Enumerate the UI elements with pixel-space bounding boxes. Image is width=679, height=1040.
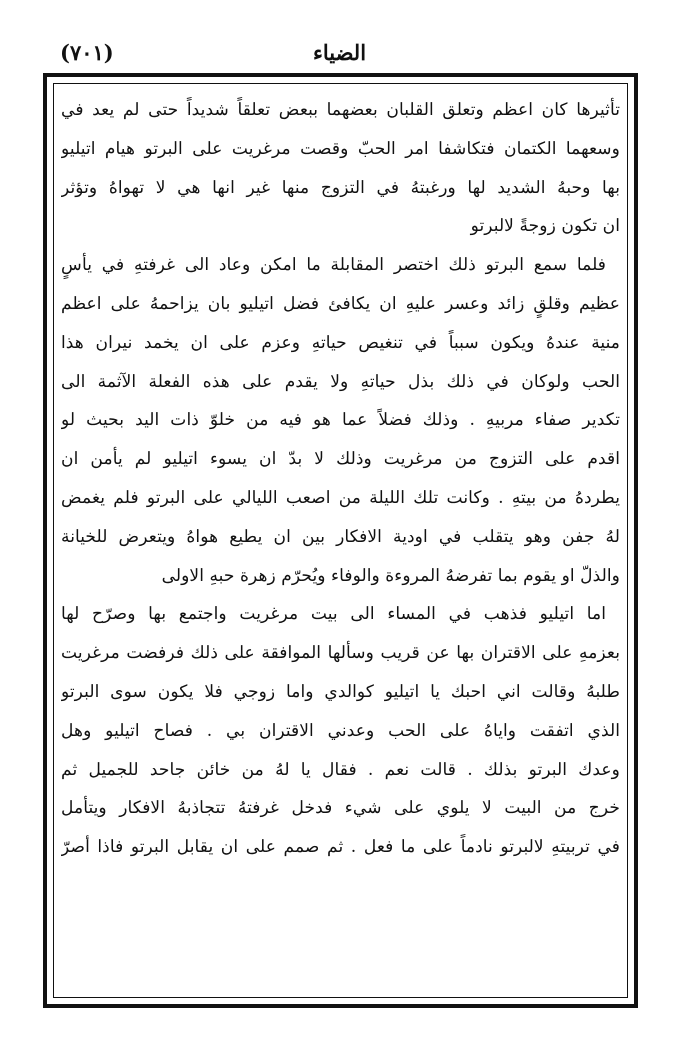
text-line: الذي اتفقت واياهُ على الحب وعدني الاقتران بي . فصاح اتيليو وهل — [61, 720, 620, 741]
text-line: وسعهما الكتمان فتكاشفا امر الحبّ وقصت مرغريت على البرتو هيام اتيليو — [61, 138, 620, 159]
text-line: بعزمهِ على الاقتران بها عن قريب وسألها الموافقة على ذلك فرفضت مرغريت — [61, 643, 620, 664]
paragraph-start-line: فلما سمع البرتو ذلك اختصر المقابلة ما امكن وعاد الى غرفتهِ في يأسٍ — [61, 255, 606, 276]
text-line: اقدم على التزوج من مرغريت وذلك لا بدّ ان يسوء اتيليو لم يأمن ان — [61, 449, 620, 470]
text-line: يطردهُ من بيتهِ . وكانت تلك الليلة من اصعب الليالي على البرتو فلم يغمض — [61, 487, 620, 508]
text-line: في تربيتهِ لالبرتو نادماً على ما فعل . ثم صمم على ان يقابل البرتو فاذا أصرّ — [61, 837, 620, 858]
text-line: بها وحبهُ الشديد لها ورغبتهُ في التزوج منها غير انها هي لا تهواهُ وتؤثر — [61, 177, 620, 198]
body-text — [61, 91, 620, 867]
text-line: ان تكون زوجةً لالبرتو — [470, 216, 620, 237]
text-line: الحب ولوكان في ذلك بذل حياتهِ ولا يقدم على هذه الفعلة الآثمة الى — [61, 371, 620, 392]
text-line: طلبهُ وقالت اني احبك يا اتيليو كوالدي واما زوجي فلا يكون سوى البرتو — [61, 681, 620, 702]
text-line: لهُ جفن وهو يتقلب في اودية الافكار بين ان يطيع هواهُ ويتعرض للخيانة — [61, 526, 620, 547]
text-line: خرج من البيت لا يلوي على شيء فدخل غرفتهُ تتجاذبهُ الافكار ويتأمل — [61, 798, 620, 819]
text-line: والذلّ او يقوم بما تفرضهُ المروءة والوفاء ويُحرّم زهرة حبهِ الاولى — [161, 565, 620, 586]
text-line: تأثيرها كان اعظم وتعلق القلبان بعضهما ببعض تعلقاً شديداً حتى لم يعد في — [61, 100, 620, 120]
page-number: (٧٠١) — [60, 40, 114, 65]
text-line: وعدك البرتو بذلك . قالت نعم . فقال يا لهُ من خائن جاحد للجميل ثم — [61, 759, 620, 780]
text-line: عظيم وقلقٍ زائد وعسر عليهِ ان يكافئ فضل اتيليو بان يزاحمهُ على اعظم — [61, 293, 620, 314]
text-line: تكدير صفاء مربيهِ . وذلك فضلاً عما هو فيه من خلوّ ذات اليد بحيث لو — [61, 410, 620, 431]
paragraph-start-line: اما اتيليو فذهب في المساء الى بيت مرغريت واجتمع بها وصرّح لها — [61, 604, 606, 625]
page-frame — [43, 73, 638, 1008]
running-header-title: الضياء — [312, 40, 367, 65]
text-line: منية عندهُ ويكون سبباً في تنغيص حياتهِ وعزم على ان يخمد نيران هذا — [61, 332, 620, 353]
